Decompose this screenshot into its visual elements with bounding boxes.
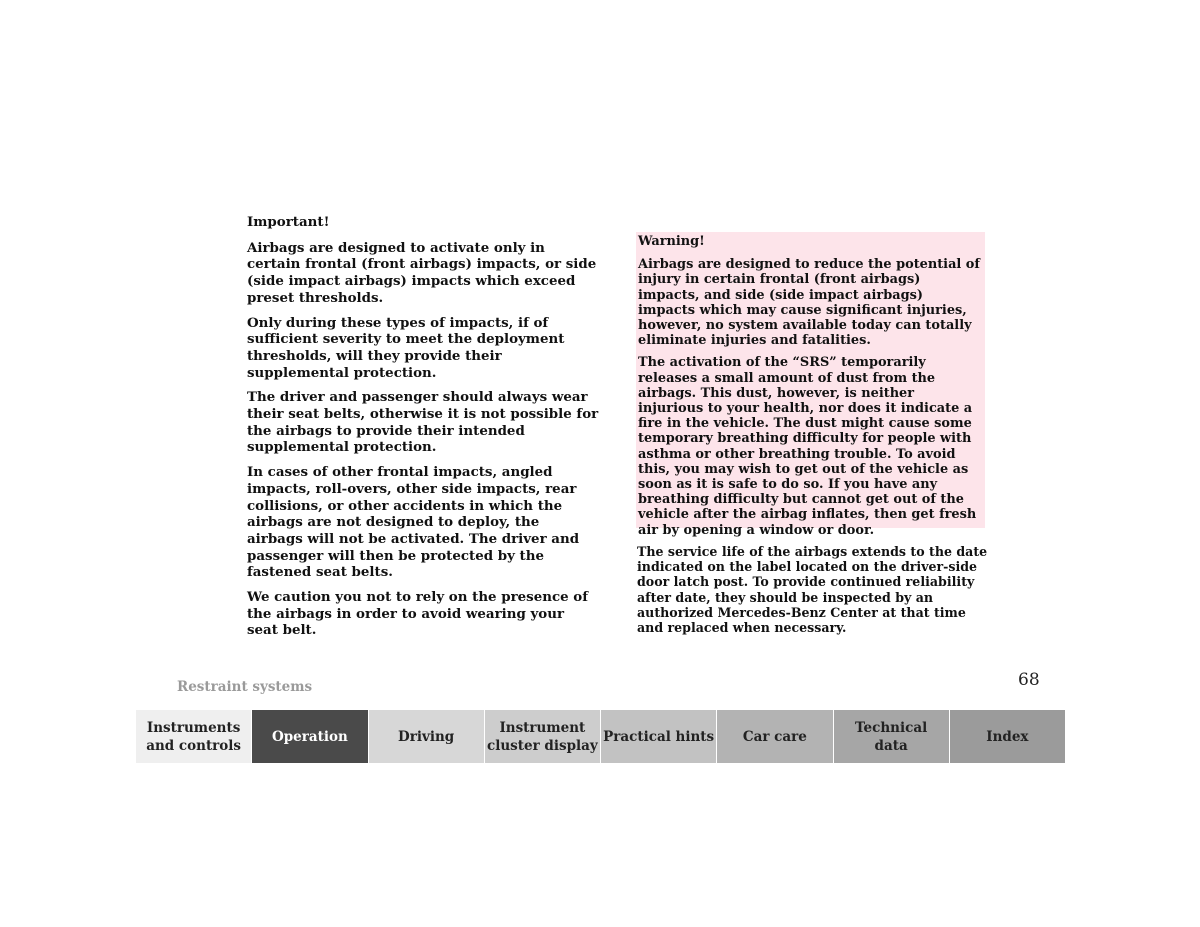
tab-driving[interactable]: Driving [369,710,485,763]
tab-technical-data[interactable]: Technical data [834,710,950,763]
tab-index[interactable]: Index [950,710,1065,763]
warning-paragraph: The activation of the “SRS” temporarily releases a small amount of dust from the airbags. This dust, however, is neither injurious to your health, nor does it indicate a fire in the vehicle. The dust might cause some temporary breathing difficulty for people with asthma or other breathing trouble. To avoid this, you may wish to get out of the vehicle as soon as it is safe to do so. If you have any breathing difficulty but cannot get out of the vehicle after the airbag inflates, then get fresh air by opening a window or door. [638,355,977,538]
tab-practical-hints[interactable]: Practical hints [601,710,717,763]
tab-instrument-cluster-display[interactable]: Instrument cluster display [485,710,601,763]
warning-heading: Warning! [638,234,705,249]
warning-paragraph: Airbags are designed to reduce the potential of injury in certain frontal (front airbags) impacts, and side (side impact airbags) impacts which may cause significant injuries, however, no system available today can totally eliminate injuries and fatalities. [638,257,980,349]
section-label: Restraint systems [177,679,313,695]
important-paragraph: The driver and passenger should always wear their seat belts, otherwise it is not possible for the airbags to provide their intended supplemental protection. [247,389,599,456]
page-number: 68 [1018,670,1040,690]
important-heading: Important! [247,214,330,230]
important-section [247,214,599,647]
important-paragraph: We caution you not to rely on the presence of the airbags in order to avoid wearing your seat belt. [247,589,588,639]
important-paragraph: In cases of other frontal impacts, angled impacts, roll-overs, other side impacts, rear collisions, or other accidents in which the airbags are not designed to deploy, the airbags will not be activated. The driver and passenger will then be protected by the fastened seat belts. [247,464,580,581]
tab-instruments-and-controls[interactable]: Instruments and controls [136,710,252,763]
important-paragraph: Airbags are designed to activate only in certain frontal (front airbags) impacts, or side (side impact airbags) impacts which exceed preset thresholds. [247,239,597,306]
chapter-nav-bar [136,710,1065,763]
tab-car-care[interactable]: Car care [717,710,833,763]
warning-box [636,232,985,538]
important-paragraph: Only during these types of impacts, if of sufficient severity to meet the deployment thresholds, will they provide their supplemental protection. [247,314,565,381]
tab-operation[interactable]: Operation [252,710,368,763]
service-life-text: The service life of the airbags extends to the date indicated on the label located on the driver-side door latch post. To provide continued reliability after date, they should be inspected by an authorized Mercedes-Benz Center at that time and replaced when necessary. [637,544,988,636]
